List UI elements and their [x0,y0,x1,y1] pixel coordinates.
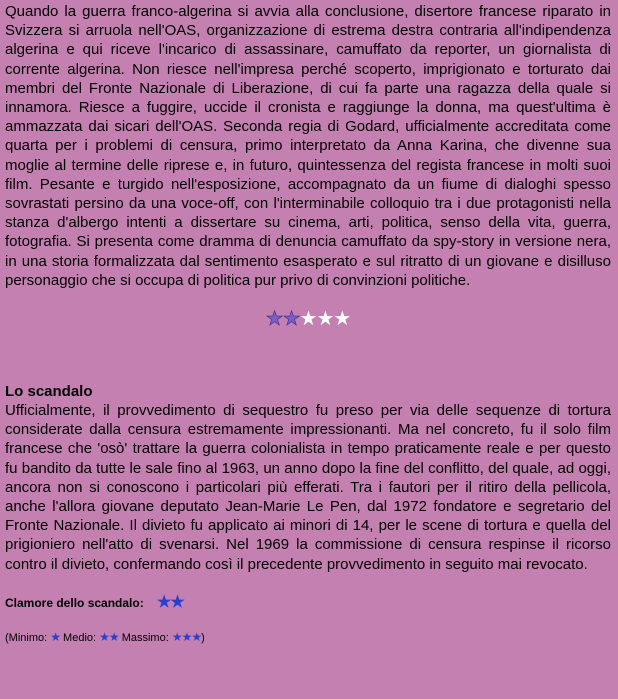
review-page [5,0,611,647]
legend-medio-label: Medio: [60,631,100,644]
star-empty-icon: ★ [316,308,334,331]
legend-min-stars-icon: ★ [50,629,60,644]
legend-massimo-label: Massimo: [118,631,172,644]
rating-legend [5,628,611,647]
legend-massimo-stars-icon: ★★★ [171,629,202,644]
clamore-label: Clamore dello scandalo: [5,595,144,610]
legend-close: ) [201,631,205,644]
scandal-text: Ufficialmente, il provvedimento di sequestro fu preso per via delle sequenze di tortura considerate dalla censura estremamente impressionanti. Ma nel concreto, fu il solo film francese che 'osò' trattare la guerra colonialista in tempo praticamente reale e per questo fu bandito da tutte le sale fino al 1963, un anno dopo la fine del conflitto, del quale, ad oggi, ancora non si conoscono i particolari più efferati. Tra i fautori per il ritiro della pellicola, anche l'allora giovane deputato Jean-Marie Le Pen, dal 1972 fondatore e segretario del Fronte Nazionale. Il divieto fu applicato ai minori di 14, per le scene di tortura e quella del prigioniero nell'atto di svenarsi. Nel 1969 la commissione di censura respinse il ricorso contro il divieto, confermando così il precedente provvedimento in seguito mai revocato. [5,402,611,573]
clamore-stars-icon: ★★ [157,593,184,611]
star-rating [5,308,611,330]
star-empty-icon: ★ [333,308,351,331]
review-text: Quando la guerra franco-algerina si avvia alla conclusione, disertore francese riparato in Svizzera si arruola nell'OAS, organizzazione di estrema destra contraria all'indipendenza algerina e qui riceve l'incarico di assassinare, camuffato da reporter, un giornalista di corrente algerina. Non riesce nell'impresa perché scoperto, imprigionato e torturato dai membri del Fronte Nazionale di Liberazione, di cui fa parte una ragazza della quale si innamora. Riesce a fuggire, uccide il cronista e raggiunge la donna, ma quest'ultima è ammazzata dai sicari dell'OAS. Seconda regia di Godard, ufficialmente accreditata come quarta per i problemi di censura, primo interpretato da Anna Karina, che divenne sua moglie al termine delle riprese e, in futuro, quintessenza del regista francese in molti suoi film. Pesante e turgido nell'esposizione, accompagnato da un fiume di dialoghi spesso sovrastati persino da una voce-off, con l'interminabile colloquio tra i due protagonisti nella stanza d'albergo intenti a dissertare su cinema, arti, politica, senso della vita, guerra, fotografia. Si presenta come dramma di denuncia camuffato da spy-story in versione nera, in una storia formalizzata dal sentimento esasperato e sul ritratto di un giovane e disilluso personaggio che si occupa di politica pur privo di convinzioni politiche. [5,3,611,289]
star-empty-icon: ★ [299,308,317,331]
scandal-heading: Lo scandalo [5,383,93,401]
star-filled-icon: ★ [265,308,283,331]
legend-open: (Minimo: [5,631,51,644]
clamore-rating [5,592,611,614]
star-filled-icon: ★ [282,308,300,331]
legend-medio-stars-icon: ★★ [99,629,119,644]
